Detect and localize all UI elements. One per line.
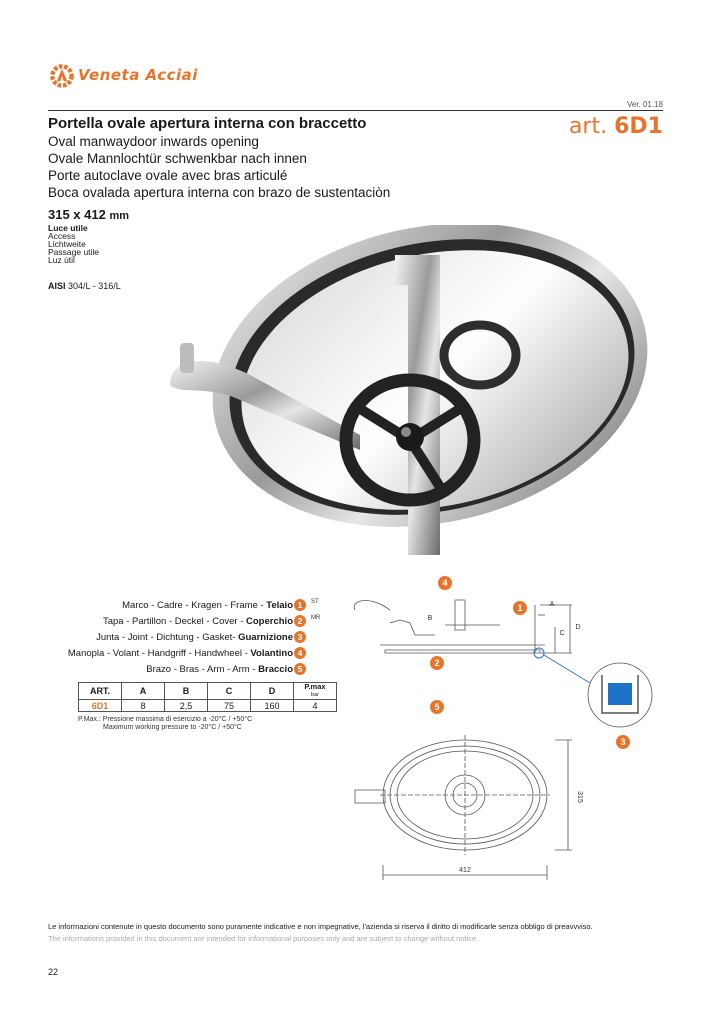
callout-5: 5 xyxy=(434,702,440,712)
version-label: Ver. 01.18 xyxy=(626,100,663,109)
subtitle-fr: Porte autoclave ovale avec bras articulé xyxy=(48,168,288,183)
part-row-1 xyxy=(122,600,293,611)
part-row-2 xyxy=(103,616,293,627)
part-text: Brazo - Bras - Arm - Arm - xyxy=(146,664,259,675)
part-badge-1: 1 xyxy=(294,599,306,611)
part-row-5 xyxy=(146,664,293,675)
article-code xyxy=(569,114,663,139)
pmax-label: P.max xyxy=(304,682,326,691)
dim-width: 412 xyxy=(459,867,471,874)
access-label-de: Lichtweite xyxy=(48,239,86,249)
callout-4: 4 xyxy=(442,578,448,588)
part-badge-5: 5 xyxy=(294,663,306,675)
part-badge-3: 3 xyxy=(294,631,306,643)
callout-1: 1 xyxy=(517,603,523,613)
part-note-2: MR xyxy=(311,615,321,621)
table-cell: 75 xyxy=(208,700,251,712)
dim-label-b: B xyxy=(427,615,433,622)
table-cell: 160 xyxy=(251,700,294,712)
pmax-unit: bar xyxy=(311,692,319,698)
table-row xyxy=(79,700,337,712)
table-header-pmax xyxy=(294,683,337,700)
part-name: Braccio xyxy=(258,664,293,675)
size-unit: mm xyxy=(109,210,130,222)
material-label: AISI xyxy=(48,281,66,291)
table-header: A xyxy=(122,683,165,700)
part-row-3 xyxy=(96,632,293,643)
part-name: Coperchio xyxy=(246,616,293,627)
article-prefix: art. xyxy=(568,114,608,139)
part-name: Volantino xyxy=(250,648,293,659)
part-text: Junta - Joint - Dichtung - Gasket- xyxy=(96,632,239,643)
part-name: Telaio xyxy=(266,600,293,611)
part-name: Guarnizione xyxy=(238,632,293,643)
veneta-acciai-logo xyxy=(48,62,76,90)
part-note-1: ST xyxy=(311,599,319,605)
table-header: C xyxy=(208,683,251,700)
material-spec xyxy=(48,281,121,291)
table-header: B xyxy=(165,683,208,700)
table-cell: 4 xyxy=(294,700,337,712)
part-text: Manopla - Volant - Handgriff - Handwheel - xyxy=(67,648,251,659)
access-label-es: Luz ùtil xyxy=(48,255,75,265)
table-cell: 6D1 xyxy=(79,700,122,712)
article-number: 6D1 xyxy=(614,114,663,139)
header-divider xyxy=(48,110,663,111)
dim-label-c: C xyxy=(559,630,565,637)
dim-label-d: D xyxy=(575,624,581,631)
subtitle-en: Oval manwaydoor inwards opening xyxy=(48,134,259,149)
pmax-note xyxy=(78,716,252,732)
table-cell: 2,5 xyxy=(165,700,208,712)
part-text: Marco - Cadre - Kragen - Frame - xyxy=(122,600,267,611)
table-header: D xyxy=(251,683,294,700)
table-header-row xyxy=(79,683,337,700)
callout-3: 3 xyxy=(620,737,626,747)
access-label-en: Access xyxy=(48,231,76,241)
table-cell: 8 xyxy=(122,700,165,712)
part-text: Tapa - Partillon - Deckel - Cover - xyxy=(102,616,247,627)
part-badge-2: 2 xyxy=(294,615,306,627)
pmax-note-line-2: Maximum working pressure to -20°C / +50°C xyxy=(103,724,242,731)
table-header: ART. xyxy=(79,683,122,700)
access-label-fr: Passage utile xyxy=(48,247,100,257)
dim-label-a: A xyxy=(549,601,555,608)
part-badge-4: 4 xyxy=(294,647,306,659)
subtitle-de: Ovale Mannlochtür schwenkbar nach innen xyxy=(48,151,307,166)
subtitle-es: Boca ovalada apertura interna con brazo de sustentaciòn xyxy=(48,185,391,200)
size-value: 315 x 412 xyxy=(48,207,106,222)
disclaimer-en: The informations provided in this document are intended for informational purposes only and are subject to change without notice. xyxy=(48,934,479,943)
page-number: 22 xyxy=(48,967,59,977)
pmax-note-line-1: P.Max.: Pressione massima di esercizio a -20°C / +50°C xyxy=(78,716,253,723)
brand-name: Veneta Acciai xyxy=(78,66,198,84)
technical-drawing xyxy=(340,575,670,885)
part-row-4 xyxy=(68,648,293,659)
dim-height: 315 xyxy=(576,791,583,803)
size-spec xyxy=(48,207,129,222)
callout-2: 2 xyxy=(434,658,440,668)
access-label-it: Luce utile xyxy=(48,223,88,233)
page-title: Portella ovale apertura interna con braccetto xyxy=(48,115,367,132)
material-value: 304/L - 316/L xyxy=(68,281,121,291)
product-photo xyxy=(140,225,660,565)
disclaimer-it: Le informazioni contenute in questo documento sono puramente indicative e non impegnative, l'azienda si riserva il diritto di modificarle senza obbligo di preavvviso. xyxy=(48,922,593,931)
spec-table xyxy=(78,682,337,712)
